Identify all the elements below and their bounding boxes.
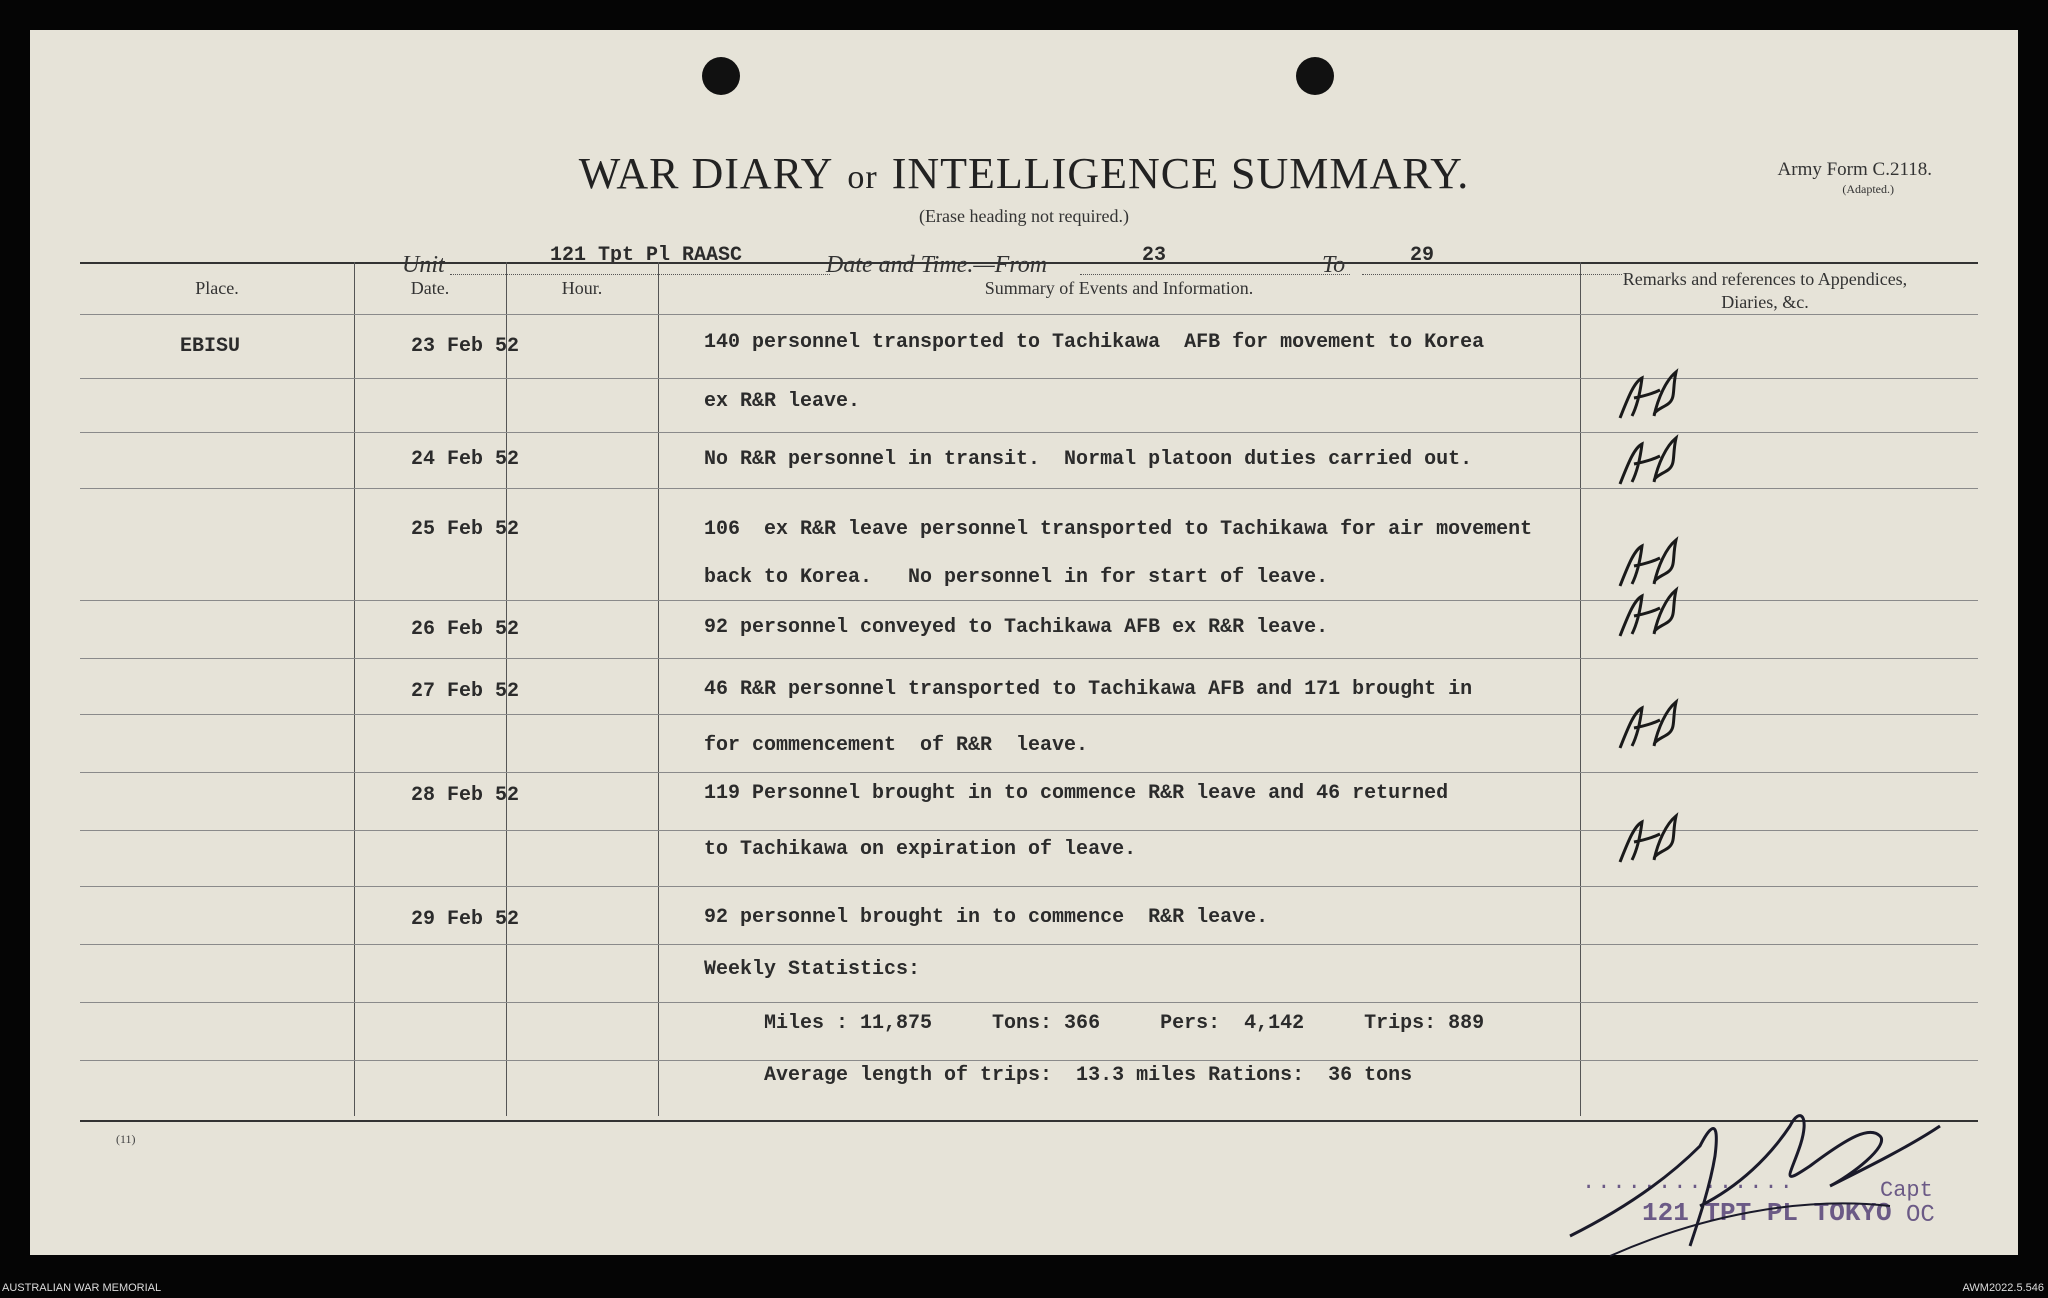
entry-summary: 46 R&R personnel transported to Tachikawa AFB and 171 brought in: [704, 678, 1473, 701]
war-diary-page: [30, 30, 2018, 1255]
stamp-unit: 121 TPT PL TOKYO: [1642, 1198, 1892, 1228]
handwritten-initials: [1614, 586, 1690, 642]
title-or: or: [847, 159, 878, 196]
credit-left: AUSTRALIAN WAR MEMORIAL: [2, 1282, 162, 1294]
entry-summary: 92 personnel conveyed to Tachikawa AFB ex R&R leave.: [704, 616, 1329, 639]
row-line: [80, 944, 1978, 945]
column-header-date: Date.: [410, 278, 450, 298]
entry-summary: No R&R personnel in transit. Normal platoon duties carried out.: [704, 448, 1473, 471]
divider-hour-summary: [658, 262, 659, 1116]
erase-note: (Erase heading not required.): [919, 206, 1129, 226]
row-line: [80, 600, 1978, 601]
column-header-hour: Hour.: [561, 278, 603, 298]
divider-place-date: [354, 262, 355, 1116]
from-value: 23: [1142, 244, 1167, 267]
title-intelligence-summary: INTELLIGENCE SUMMARY.: [891, 149, 1470, 198]
table-top-border: [80, 262, 1978, 264]
title-war-diary: WAR DIARY: [578, 149, 834, 198]
entry-summary: Weekly Statistics:: [704, 958, 921, 981]
from-dotted-line: [1080, 274, 1350, 275]
unit-value: 121 Tpt Pl RAASC: [550, 244, 743, 267]
adapted-note: (Adapted.): [1842, 182, 1894, 196]
entry-date: 24 Feb 52: [410, 448, 520, 471]
entry-summary: to Tachikawa on expiration of leave.: [704, 838, 1137, 861]
row-line: [80, 714, 1978, 715]
entry-summary: for commencement of R&R leave.: [704, 734, 1089, 757]
entry-summary: 140 personnel transported to Tachikawa AFB for movement to Korea: [704, 331, 1485, 354]
handwritten-signature: [1550, 1086, 1950, 1266]
entry-date: 28 Feb 52: [410, 784, 520, 807]
to-label: To: [1322, 252, 1346, 278]
date-time-label: Date and Time.—From: [826, 252, 1048, 278]
stamp-role: OC: [1906, 1202, 1935, 1229]
entry-summary: ex R&R leave.: [704, 390, 861, 413]
row-line: [80, 378, 1978, 379]
entry-summary: 119 Personnel brought in to commence R&R leave and 46 returned: [704, 782, 1449, 805]
entry-summary: 92 personnel brought in to commence R&R leave.: [704, 906, 1269, 929]
form-title: [30, 148, 2018, 199]
row-line: [80, 314, 1978, 315]
divider-summary-remarks: [1580, 262, 1581, 1116]
stamp-dots: ..............: [1582, 1170, 1795, 1195]
row-line: [80, 488, 1978, 489]
handwritten-initials: [1614, 812, 1690, 868]
entry-place: EBISU: [180, 335, 241, 358]
entry-summary: Miles : 11,875 Tons: 366 Pers: 4,142 Trips: 889: [704, 1012, 1485, 1035]
entry-date: 26 Feb 52: [410, 618, 520, 641]
credit-right: AWM2022.5.546: [1962, 1282, 2044, 1294]
stamp-rank: Capt: [1880, 1178, 1933, 1203]
to-dotted-line: [1362, 274, 1622, 275]
row-line: [80, 886, 1978, 887]
row-line: [80, 830, 1978, 831]
column-header-remarks: Remarks and references to Appendices, Diaries, &c.: [1622, 269, 1908, 312]
entry-date: 27 Feb 52: [410, 680, 520, 703]
handwritten-initials: [1614, 434, 1690, 490]
punch-hole-left: [702, 57, 740, 95]
entry-date: 23 Feb 52: [410, 335, 520, 358]
row-line: [80, 1002, 1978, 1003]
handwritten-initials: [1614, 368, 1690, 424]
entry-summary: 106 ex R&R leave personnel transported to Tachikawa for air movement: [704, 518, 1533, 541]
army-form-label: [1778, 160, 1932, 195]
entry-summary: back to Korea. No personnel in for start of leave.: [704, 566, 1329, 589]
entry-summary: Average length of trips: 13.3 miles Rations: 36 tons: [704, 1064, 1413, 1087]
handwritten-initials: [1614, 698, 1690, 754]
column-header-place: Place.: [195, 278, 239, 298]
entry-date: 29 Feb 52: [410, 908, 520, 931]
unit-dotted-line: [450, 274, 830, 275]
to-value: 29: [1410, 244, 1435, 267]
row-line: [80, 772, 1978, 773]
entry-date: 25 Feb 52: [410, 518, 520, 541]
handwritten-initials: [1614, 536, 1690, 592]
punch-hole-right: [1296, 57, 1334, 95]
column-header-summary: Summary of Events and Information.: [984, 278, 1254, 298]
row-line: [80, 432, 1978, 433]
unit-label: Unit: [402, 252, 445, 278]
row-line: [80, 1060, 1978, 1061]
row-line: [80, 658, 1978, 659]
army-form-number: Army Form C.2118.: [1777, 159, 1932, 180]
form-number: (11): [116, 1132, 136, 1146]
